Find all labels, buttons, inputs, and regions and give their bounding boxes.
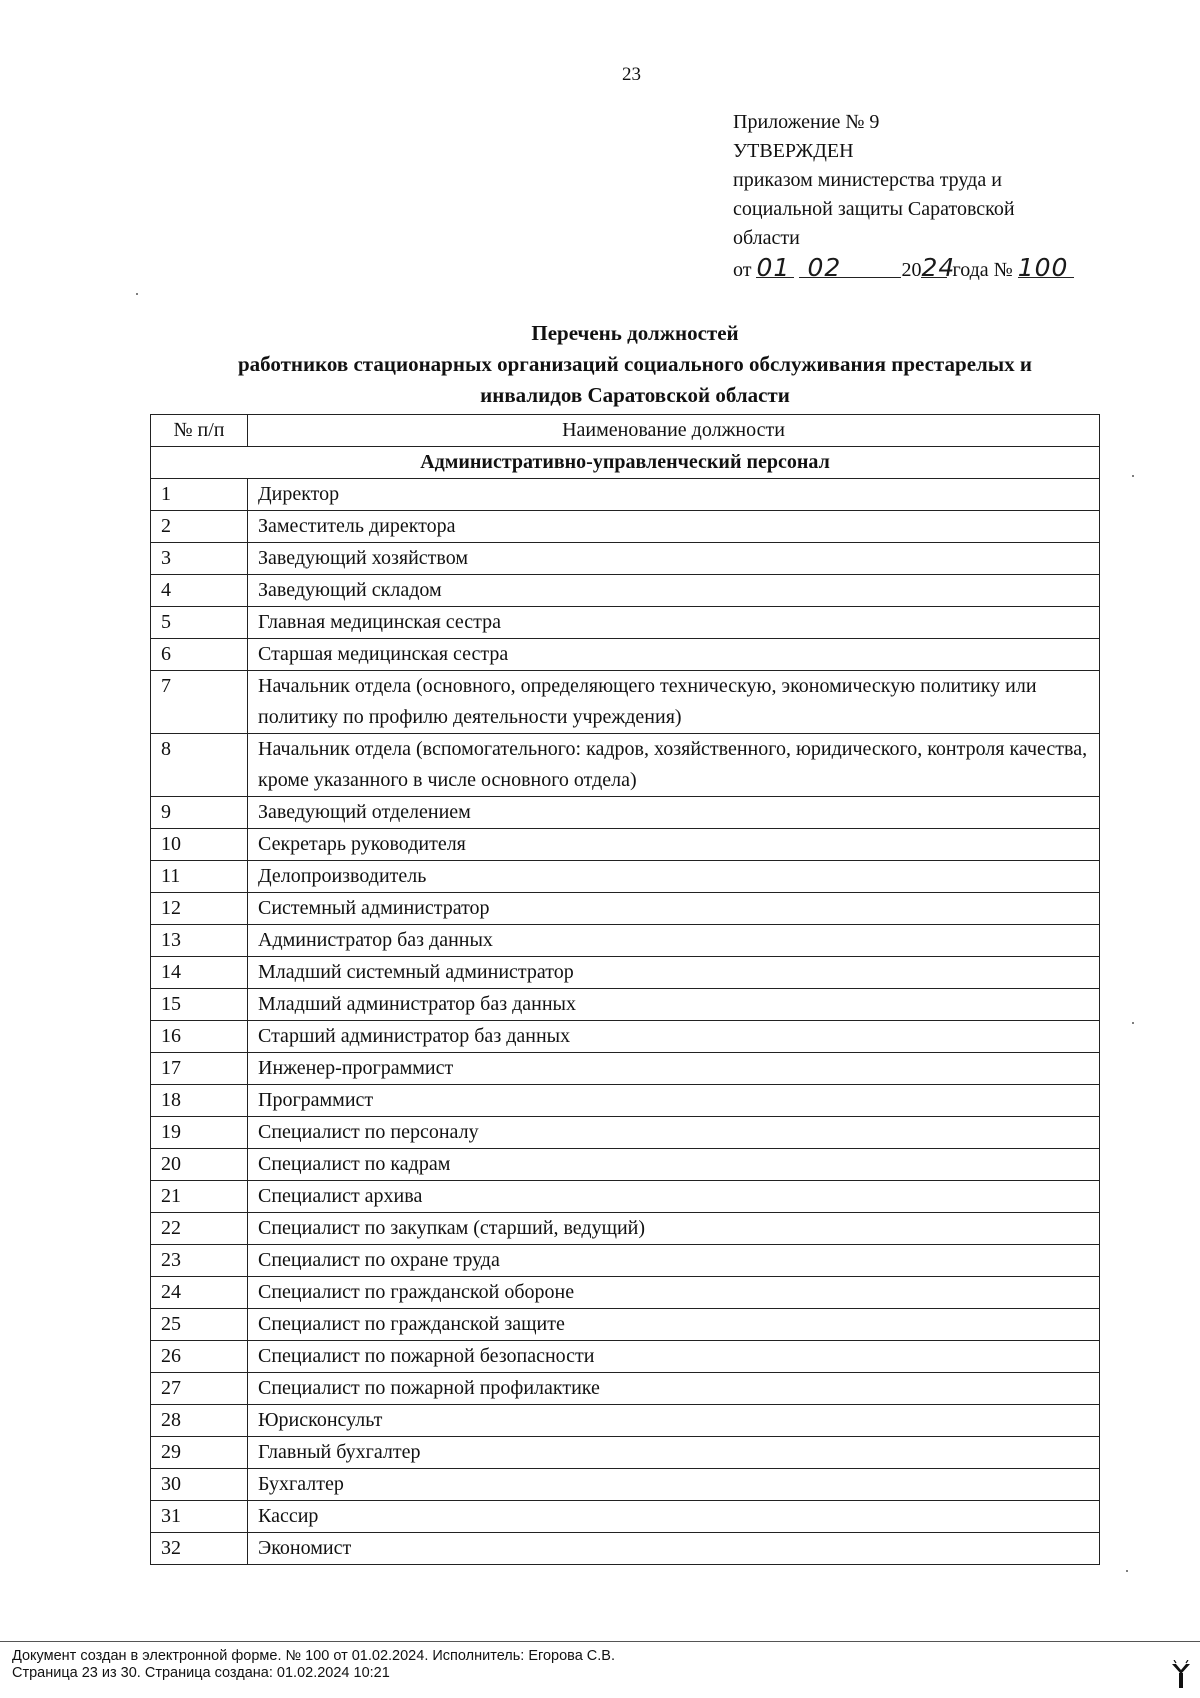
table-row — [151, 989, 1100, 1021]
row-position-name: Директор — [248, 479, 1100, 511]
table-row — [151, 575, 1100, 607]
scan-speck — [136, 293, 138, 295]
row-number: 20 — [151, 1149, 248, 1181]
table-row — [151, 829, 1100, 861]
row-number: 25 — [151, 1309, 248, 1341]
table-row — [151, 607, 1100, 639]
section-title: Административно-управленческий персонал — [151, 447, 1100, 479]
row-number: 14 — [151, 957, 248, 989]
table-row — [151, 1405, 1100, 1437]
scan-speck — [1126, 1570, 1128, 1572]
row-position-name: Старшая медицинская сестра — [248, 639, 1100, 671]
row-position-name: Делопроизводитель — [248, 861, 1100, 893]
table-row — [151, 1213, 1100, 1245]
footer-divider — [0, 1641, 1200, 1642]
row-position-name: Младший системный администратор — [248, 957, 1100, 989]
row-number: 7 — [151, 671, 248, 734]
row-position-name: Кассир — [248, 1501, 1100, 1533]
footer — [12, 1648, 615, 1682]
title-line-3: инвалидов Саратовской области — [480, 383, 790, 407]
row-position-name: Начальник отдела (вспомогательного: кадров, хозяйственного, юридического, контроля качества, кроме указанного в числе основного отдела) — [248, 734, 1100, 797]
table-row — [151, 1245, 1100, 1277]
date-year-prefix: 20 — [901, 259, 922, 281]
row-number: 22 — [151, 1213, 248, 1245]
table-row — [151, 1341, 1100, 1373]
row-position-name: Администратор баз данных — [248, 925, 1100, 957]
approval-order-line: приказом министерства труда и — [733, 169, 1002, 191]
header-position-name: Наименование должности — [248, 415, 1100, 447]
document-title — [150, 318, 1120, 411]
table-row — [151, 957, 1100, 989]
table-header-row — [151, 415, 1100, 447]
approval-from-prefix: от — [733, 259, 752, 281]
row-number: 9 — [151, 797, 248, 829]
row-number: 27 — [151, 1373, 248, 1405]
row-position-name: Специалист по кадрам — [248, 1149, 1100, 1181]
row-number: 2 — [151, 511, 248, 543]
approval-appendix: Приложение № 9 — [733, 111, 880, 133]
table-row — [151, 1309, 1100, 1341]
approval-block — [733, 108, 1153, 285]
order-number-blank — [1017, 253, 1074, 282]
row-position-name: Секретарь руководителя — [248, 829, 1100, 861]
scan-speck — [1132, 1022, 1134, 1024]
approval-ministry-line: социальной защиты Саратовской — [733, 198, 1015, 220]
row-position-name: Главная медицинская сестра — [248, 607, 1100, 639]
title-line-2: работников стационарных организаций социального обслуживания престарелых и — [237, 352, 1033, 376]
date-day-blank — [756, 253, 794, 282]
row-position-name: Заведующий складом — [248, 575, 1100, 607]
date-month-handwritten: 02 — [807, 253, 842, 282]
table-row — [151, 1149, 1100, 1181]
table-row — [151, 861, 1100, 893]
row-position-name: Юрисконсульт — [248, 1405, 1100, 1437]
row-position-name: Специалист по гражданской обороне — [248, 1277, 1100, 1309]
approval-approved: УТВЕРЖДЕН — [733, 140, 854, 162]
row-position-name: Специалист архива — [248, 1181, 1100, 1213]
row-position-name: Начальник отдела (основного, определяющего техническую, экономическую политику или политику по профилю деятельности учреждения) — [248, 671, 1100, 734]
row-number: 28 — [151, 1405, 248, 1437]
table-row — [151, 639, 1100, 671]
positions-table — [150, 414, 1100, 1565]
date-year-blank — [921, 253, 956, 282]
row-number: 23 — [151, 1245, 248, 1277]
row-number: 10 — [151, 829, 248, 861]
row-position-name: Младший администратор баз данных — [248, 989, 1100, 1021]
scan-speck — [1132, 475, 1134, 477]
row-number: 31 — [151, 1501, 248, 1533]
row-number: 18 — [151, 1085, 248, 1117]
table-row — [151, 479, 1100, 511]
row-number: 12 — [151, 893, 248, 925]
row-number: 1 — [151, 479, 248, 511]
row-number: 3 — [151, 543, 248, 575]
table-row — [151, 797, 1100, 829]
row-number: 6 — [151, 639, 248, 671]
table-row — [151, 1117, 1100, 1149]
table-row — [151, 1053, 1100, 1085]
table-row — [151, 925, 1100, 957]
row-position-name: Заместитель директора — [248, 511, 1100, 543]
region-emblem-icon — [1170, 1660, 1192, 1690]
row-number: 15 — [151, 989, 248, 1021]
date-day-handwritten: 01 — [756, 253, 791, 282]
date-year-handwritten: 24 — [921, 253, 956, 282]
table-row — [151, 543, 1100, 575]
row-position-name: Специалист по пожарной безопасности — [248, 1341, 1100, 1373]
row-number: 13 — [151, 925, 248, 957]
row-number: 17 — [151, 1053, 248, 1085]
row-position-name: Специалист по закупкам (старший, ведущий) — [248, 1213, 1100, 1245]
row-number: 30 — [151, 1469, 248, 1501]
date-month-blank — [799, 253, 901, 282]
approval-date-line — [733, 253, 1153, 285]
approval-region-line: области — [733, 227, 800, 249]
table-row — [151, 671, 1100, 734]
row-position-name: Программист — [248, 1085, 1100, 1117]
row-number: 26 — [151, 1341, 248, 1373]
table-row — [151, 893, 1100, 925]
order-number-handwritten: 100 — [1017, 253, 1069, 282]
row-position-name: Специалист по охране труда — [248, 1245, 1100, 1277]
row-number: 21 — [151, 1181, 248, 1213]
row-position-name: Специалист по пожарной профилактике — [248, 1373, 1100, 1405]
header-number: № п/п — [151, 415, 248, 447]
table-row — [151, 511, 1100, 543]
row-number: 32 — [151, 1533, 248, 1565]
row-position-name: Системный администратор — [248, 893, 1100, 925]
table-row — [151, 1021, 1100, 1053]
table-row — [151, 1085, 1100, 1117]
row-position-name: Главный бухгалтер — [248, 1437, 1100, 1469]
row-position-name: Старший администратор баз данных — [248, 1021, 1100, 1053]
row-number: 4 — [151, 575, 248, 607]
table-row — [151, 1277, 1100, 1309]
row-position-name: Экономист — [248, 1533, 1100, 1565]
row-position-name: Бухгалтер — [248, 1469, 1100, 1501]
table-row — [151, 1501, 1100, 1533]
row-number: 16 — [151, 1021, 248, 1053]
row-position-name: Инженер-программист — [248, 1053, 1100, 1085]
row-number: 8 — [151, 734, 248, 797]
table-row — [151, 1181, 1100, 1213]
row-position-name: Заведующий отделением — [248, 797, 1100, 829]
footer-line-2: Страница 23 из 30. Страница создана: 01.02.2024 10:21 — [12, 1665, 390, 1681]
row-number: 19 — [151, 1117, 248, 1149]
row-number: 24 — [151, 1277, 248, 1309]
table-row — [151, 1373, 1100, 1405]
table-row — [151, 1533, 1100, 1565]
table-row — [151, 1437, 1100, 1469]
row-position-name: Специалист по персоналу — [248, 1117, 1100, 1149]
row-position-name: Заведующий хозяйством — [248, 543, 1100, 575]
row-position-name: Специалист по гражданской защите — [248, 1309, 1100, 1341]
footer-line-1: Документ создан в электронной форме. № 100 от 01.02.2024. Исполнитель: Егорова С.В. — [12, 1648, 616, 1664]
row-number: 11 — [151, 861, 248, 893]
page-number: 23 — [622, 64, 641, 85]
table-row — [151, 1469, 1100, 1501]
table-row — [151, 734, 1100, 797]
row-number: 5 — [151, 607, 248, 639]
row-number: 29 — [151, 1437, 248, 1469]
section-header-row — [151, 447, 1100, 479]
title-line-1: Перечень должностей — [531, 321, 739, 345]
date-year-word: года № — [952, 259, 1013, 281]
